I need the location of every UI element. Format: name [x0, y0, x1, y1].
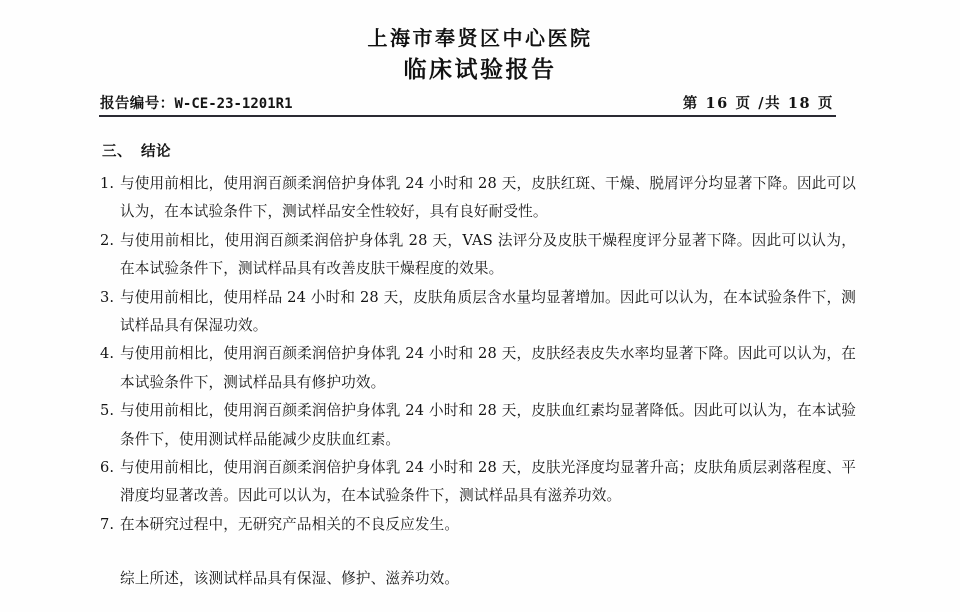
list-item	[100, 227, 860, 284]
header-divider	[99, 115, 836, 117]
list-item-text: 与使用前相比，使用润百颜柔润倍护身体乳 24 小时和 28 天，皮肤血红素均显著降低。因此可以认为，在本试验条件下，使用测试样品能减少皮肤血红素。	[120, 402, 856, 448]
list-item-number: 7.	[100, 515, 115, 533]
list-item-number: 1.	[100, 175, 115, 192]
summary-paragraph: 综上所述，该测试样品具有保湿、修护、滋养功效。	[120, 570, 460, 588]
list-item-text: 在本研究过程中，无研究产品相关的不良反应发生。	[120, 515, 460, 533]
section-title: 结论	[141, 143, 171, 160]
list-item	[100, 170, 860, 227]
document-body	[100, 140, 860, 594]
list-item-text: 与使用前相比，使用润百颜柔润倍护身体乳 24 小时和 28 天，皮肤红斑、干燥、脱屑评分均显著下降。因此可以认为，在本试验条件下，测试样品安全性较好，具有良好耐受性。	[120, 175, 856, 221]
list-item	[100, 284, 860, 341]
page-indicator: 第 16 页 /共 18 页	[682, 95, 834, 112]
list-item-number: 4.	[100, 345, 115, 363]
report-number-label: 报告编号：	[100, 95, 175, 112]
list-item	[100, 511, 860, 539]
section-heading	[102, 140, 860, 161]
report-number-field	[100, 92, 293, 113]
list-item-number: 6.	[100, 459, 115, 477]
list-item-text: 与使用前相比，使用润百颜柔润倍护身体乳 28 天，VAS 法评分及皮肤干燥程度评分显著下降。因此可以认为，在本试验条件下，测试样品具有改善皮肤干燥程度的效果。	[120, 231, 856, 278]
section-number: 三、	[102, 143, 132, 160]
list-item	[100, 454, 860, 511]
document-header	[0, 26, 960, 85]
list-item-number: 2.	[100, 231, 115, 249]
document-title: 临床试验报告	[403, 56, 557, 83]
report-meta-row	[100, 92, 836, 113]
report-number-value: W-CE-23-1201R1	[174, 96, 293, 112]
conclusions-list	[100, 170, 860, 539]
organization-name: 上海市奉贤区中心医院	[367, 26, 593, 50]
list-item	[100, 340, 860, 397]
list-item-text: 与使用前相比，使用润百颜柔润倍护身体乳 24 小时和 28 天，皮肤经表皮失水率均显著下降。因此可以认为，在本试验条件下，测试样品具有修护功效。	[120, 345, 856, 391]
list-item	[100, 397, 860, 454]
list-item-text: 与使用前相比，使用样品 24 小时和 28 天，皮肤角质层含水量均显著增加。因此可以认为，在本试验条件下，测试样品具有保湿功效。	[120, 288, 856, 335]
list-item-number: 5.	[100, 402, 115, 420]
list-item-number: 3.	[100, 288, 115, 306]
list-item-text: 与使用前相比，使用润百颜柔润倍护身体乳 24 小时和 28 天，皮肤光泽度均显著升高；皮肤角质层剥落程度、平滑度均显著改善。因此可以认为，在本试验条件下，测试样品具有滋养功效。	[120, 459, 856, 505]
